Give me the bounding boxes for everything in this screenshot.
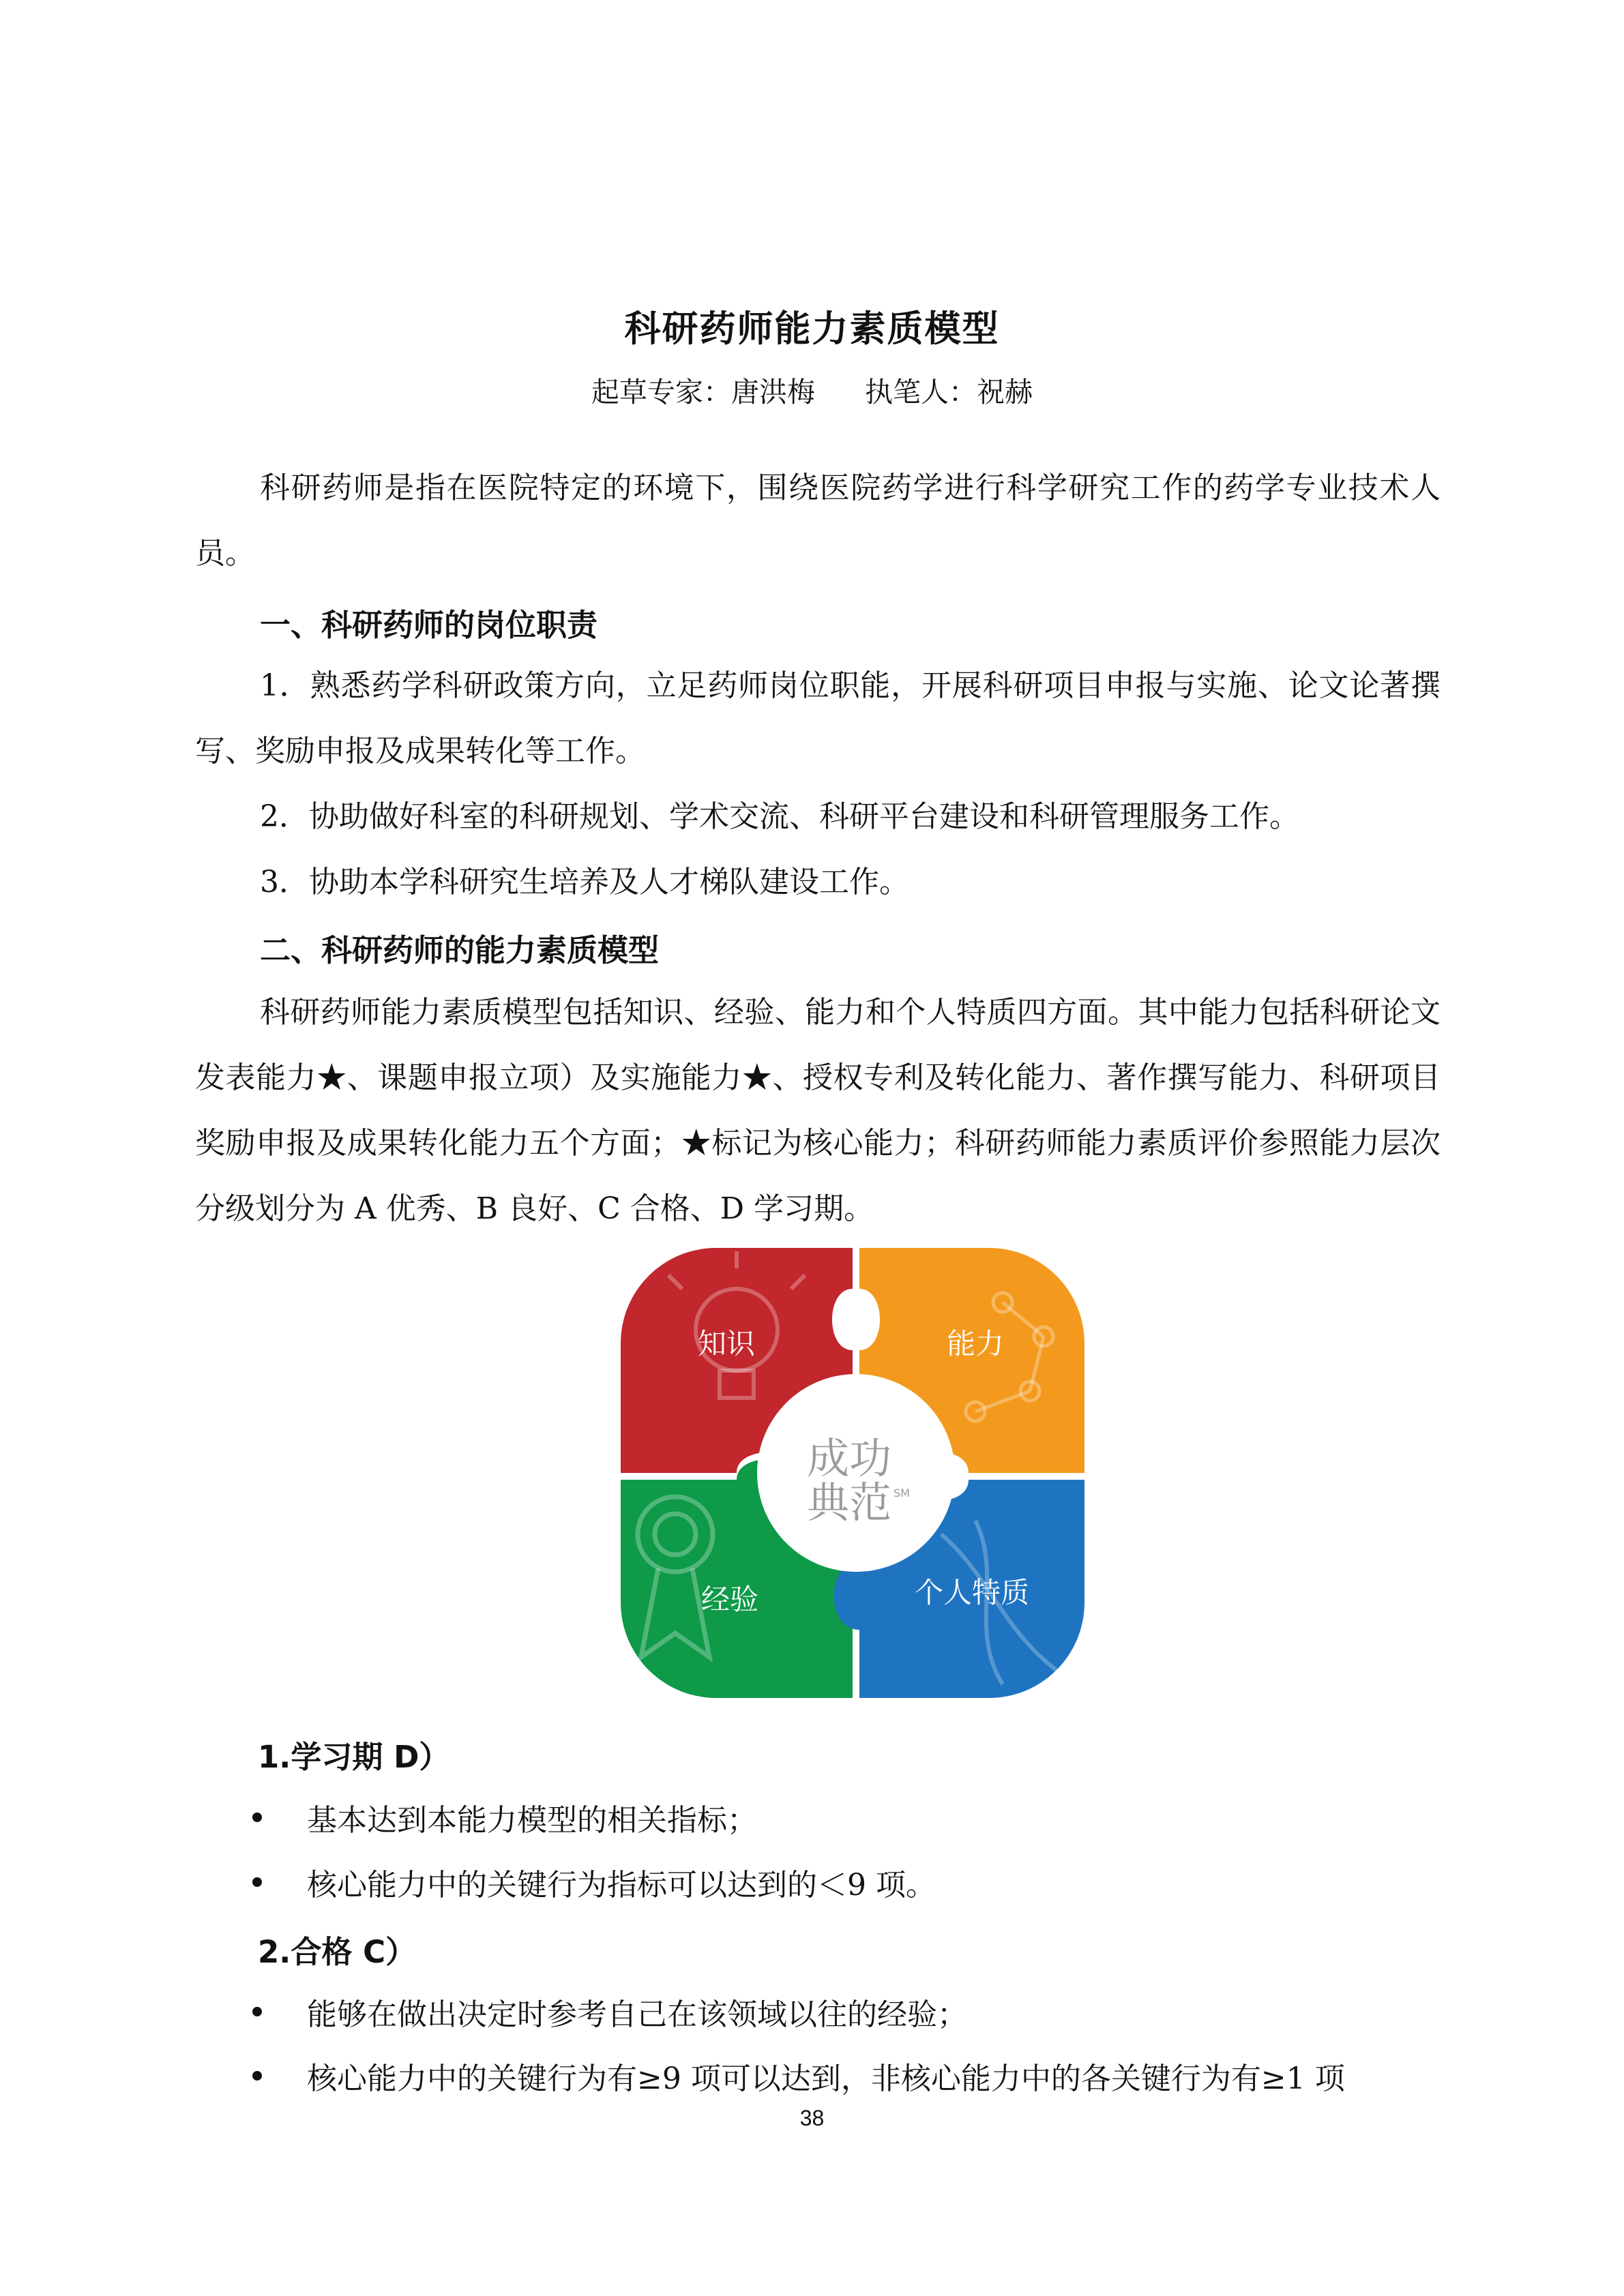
personal-traits-label: 个人特质 — [914, 1576, 1030, 1609]
list-item — [252, 1990, 967, 2033]
list-item — [252, 1860, 936, 1904]
page-number: 38 — [799, 2106, 825, 2130]
section-heading-model: 二、科研药师的能力素质模型 — [260, 932, 660, 968]
list-item-text: 核心能力中的关键行为指标可以达到的＜9 项。 — [307, 1868, 936, 1903]
ability-label: 能力 — [946, 1327, 1005, 1360]
level-heading: 1.学习期 D） — [258, 1739, 450, 1775]
competency-puzzle-diagram — [621, 1248, 1084, 1698]
bullet-icon — [252, 1877, 262, 1887]
intro-paragraph: 科研药师是指在医院特定的环境下，围绕医院药学进行科学研究工作的药学专业技术人员。 — [195, 471, 1441, 571]
page-title: 科研药师能力素质模型 — [624, 308, 1000, 350]
center-text-line2: 典范 — [806, 1478, 892, 1527]
list-item — [252, 1795, 757, 1839]
bullet-icon — [252, 2071, 262, 2081]
list-item-text: 基本达到本能力模型的相关指标； — [307, 1803, 757, 1838]
experience-label: 经验 — [700, 1583, 759, 1616]
level-heading: 2.合格 C） — [258, 1934, 417, 1970]
center-text-line1: 成功 — [806, 1433, 892, 1483]
list-item-text: 核心能力中的关键行为有≥9 项可以达到，非核心能力中的各关键行为有≥1 项 — [307, 2061, 1345, 2096]
duty-item: 2．协助做好科室的科研规划、学术交流、科研平台建设和科研管理服务工作。 — [260, 799, 1299, 834]
service-mark: SM — [894, 1487, 910, 1500]
bullet-icon — [252, 1813, 262, 1822]
duty-item: 1．熟悉药学科研政策方向，立足药师岗位职能，开展科研项目申报与实施、论文论著撰写、奖励申报及成果转化等工作。 — [195, 668, 1441, 769]
writer: 执笔人：祝赫 — [865, 376, 1033, 408]
list-item — [252, 2054, 1345, 2098]
knowledge-label: 知识 — [697, 1327, 756, 1360]
list-item-text: 能够在做出决定时参考自己在该领域以往的经验； — [307, 1997, 967, 2032]
drafting-expert: 起草专家：唐洪梅 — [591, 376, 815, 408]
model-paragraph: 科研药师能力素质模型包括知识、经验、能力和个人特质四方面。其中能力包括科研论文发表能力★、课题申报立项）及实施能力★、授权专利及转化能力、著作撰写能力、科研项目奖励申报及成果转化能力五个方面；★标记为核心能力；科研药师能力素质评价参照能力层次分级划分为 A 优秀、B 良好、C 合格、D 学习期。 — [195, 995, 1441, 1226]
section-heading-duties: 一、科研药师的岗位职责 — [260, 607, 598, 643]
author-line — [0, 370, 1624, 410]
bullet-icon — [252, 2007, 262, 2016]
duty-item: 3．协助本学科研究生培养及人才梯队建设工作。 — [260, 865, 909, 899]
